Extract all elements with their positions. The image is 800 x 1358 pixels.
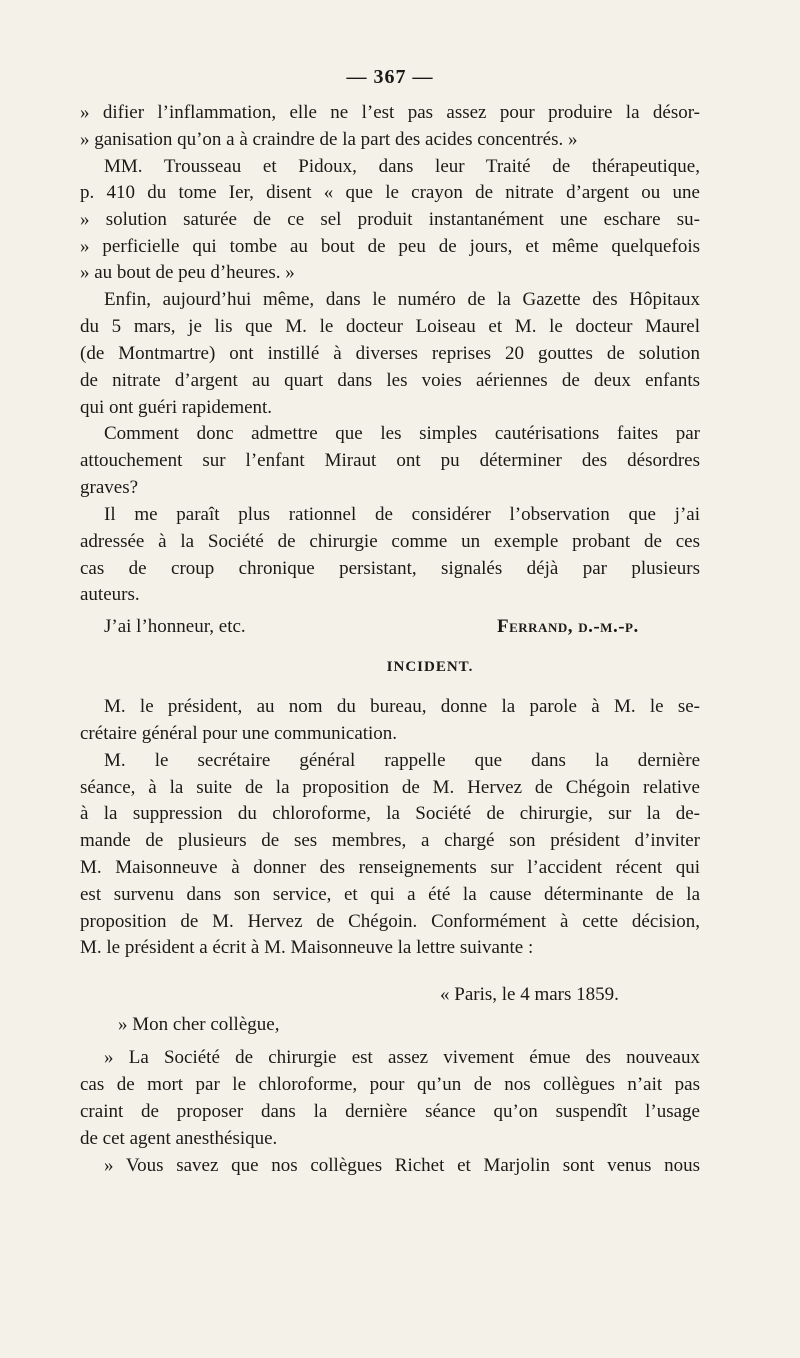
text-line: » au bout de peu d’heures. » bbox=[80, 262, 295, 283]
text-line: M. le président a écrit à M. Maisonneuve la lettre suivante : bbox=[80, 937, 534, 958]
text-line: cas de croup chronique persistant, signalés déjà par plusieurs bbox=[80, 558, 700, 579]
letter-dateline: « Paris, le 4 mars 1859. bbox=[440, 984, 619, 1005]
text-line: est survenu dans son service, et qui a été la cause déterminante de la bbox=[80, 884, 700, 905]
signature: Ferrand, d.-m.-p. bbox=[497, 616, 639, 637]
text-line: MM. Trousseau et Pidoux, dans leur Traité de thérapeutique, bbox=[104, 156, 700, 177]
text-line: » difier l’inflammation, elle ne l’est pas assez pour produire la désor- bbox=[80, 102, 700, 123]
text-line: à la suppression du chloroforme, la Société de chirurgie, sur la de- bbox=[80, 803, 700, 824]
text-line: » ganisation qu’on a à craindre de la part des acides concentrés. » bbox=[80, 129, 578, 150]
text-line: attouchement sur l’enfant Miraut ont pu déterminer des désordres bbox=[80, 450, 700, 471]
text-line: du 5 mars, je lis que M. le docteur Loiseau et M. le docteur Maurel bbox=[80, 316, 700, 337]
text-line: auteurs. bbox=[80, 584, 140, 605]
section-heading: INCIDENT. bbox=[386, 659, 474, 675]
text-line: M. Maisonneuve à donner des renseignements sur l’accident récent qui bbox=[80, 857, 700, 878]
text-line: de nitrate d’argent au quart dans les voies aériennes de deux enfants bbox=[80, 370, 700, 391]
text-line: crétaire général pour une communication. bbox=[80, 723, 398, 744]
page-number: — 367 — bbox=[346, 66, 434, 88]
text-line: mande de plusieurs de ses membres, a chargé son président d’inviter bbox=[80, 830, 700, 851]
text-line: craint de proposer dans la dernière séance qu’on suspendît l’usage bbox=[80, 1101, 700, 1122]
text-line: Il me paraît plus rationnel de considérer l’observation que j’ai bbox=[104, 504, 700, 525]
text-line: M. le secrétaire général rappelle que dans la dernière bbox=[104, 750, 700, 771]
text-line: séance, à la suite de la proposition de M. Hervez de Chégoin relative bbox=[80, 777, 700, 798]
text-line: p. 410 du tome Ier, disent « que le crayon de nitrate d’argent ou une bbox=[80, 182, 700, 203]
text-line: Enfin, aujourd’hui même, dans le numéro de la Gazette des Hôpitaux bbox=[104, 289, 700, 310]
text-line: » La Société de chirurgie est assez vivement émue des nouveaux bbox=[104, 1047, 700, 1068]
text-line: (de Montmartre) ont instillé à diverses reprises 20 gouttes de solution bbox=[80, 343, 700, 364]
text-line: Comment donc admettre que les simples cautérisations faites par bbox=[104, 423, 700, 444]
letter-salutation: » Mon cher collègue, bbox=[118, 1014, 280, 1035]
text-line: M. le président, au nom du bureau, donne la parole à M. le se- bbox=[104, 696, 700, 717]
text-line: graves? bbox=[80, 477, 139, 498]
text-line: cas de mort par le chloroforme, pour qu’un de nos collègues n’ait pas bbox=[80, 1074, 700, 1095]
text-line: » perficielle qui tombe au bout de peu de jours, et même quelquefois bbox=[80, 236, 700, 257]
text-line: » Vous savez que nos collègues Richet et Marjolin sont venus nous bbox=[104, 1155, 700, 1176]
text-line: proposition de M. Hervez de Chégoin. Conformément à cette décision, bbox=[80, 911, 700, 932]
text-line: » solution saturée de ce sel produit instantanément une eschare su- bbox=[80, 209, 700, 230]
text-line: adressée à la Société de chirurgie comme un exemple probant de ces bbox=[80, 531, 700, 552]
text-line: de cet agent anesthésique. bbox=[80, 1128, 278, 1149]
text-line: qui ont guéri rapidement. bbox=[80, 397, 273, 418]
text-line: J’ai l’honneur, etc. bbox=[104, 616, 246, 637]
